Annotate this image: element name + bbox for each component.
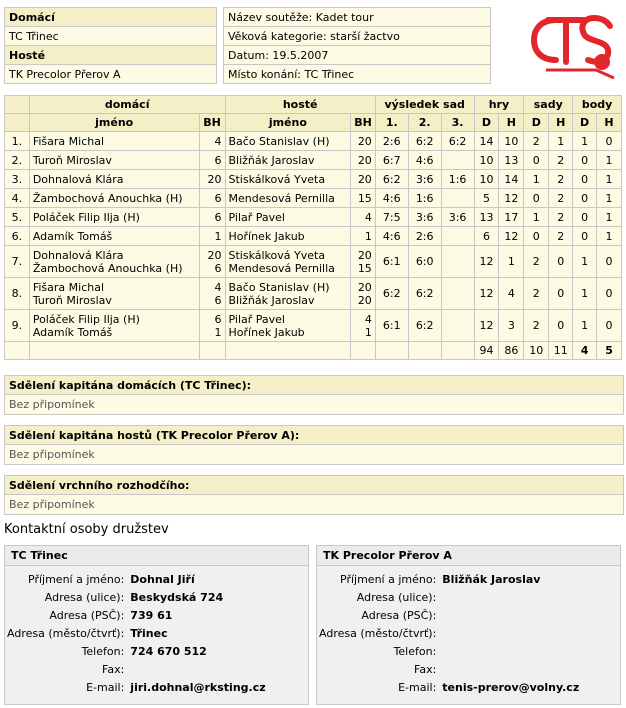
cell-sd: 1: [524, 170, 549, 189]
home-city-label: Adresa (město/čtvrť):: [7, 626, 125, 640]
guest-email-label: E-mail:: [398, 680, 437, 694]
totals-row: [5, 342, 622, 360]
total-games-h: 86: [499, 342, 524, 360]
table-row: [5, 208, 622, 227]
cell-sh: 1: [549, 132, 573, 151]
cell-hbh-line: 6: [214, 210, 222, 224]
cell-home-line: Žambochová Anouchka (H): [32, 261, 183, 275]
cell-s3: 6:2: [441, 132, 474, 151]
cell-bh: 0: [597, 278, 622, 310]
cell-s3: [441, 310, 474, 342]
cell-s3: 1:6: [441, 170, 474, 189]
cell-hbh: [199, 189, 225, 208]
home-email-label: E-mail:: [86, 680, 125, 694]
cell-hbh: [199, 227, 225, 246]
cell-home-line: Fišara Michal: [32, 134, 105, 148]
cell-home-line: Poláček Filip Ilja (H): [32, 210, 140, 224]
cell-home: [29, 151, 199, 170]
cell-hbh-line: 6: [214, 293, 222, 307]
cell-guest: [225, 227, 351, 246]
cell-bh: 1: [597, 208, 622, 227]
cell-sd: 2: [524, 246, 549, 278]
cell-home: [29, 170, 199, 189]
table-row: [5, 170, 622, 189]
cell-hbh-line: 1: [214, 325, 222, 339]
header-sets-result: výsledek sad: [375, 96, 474, 114]
cell-gbh: [351, 310, 376, 342]
cell-hd: 10: [474, 170, 499, 189]
home-captain-message-value: Bez připomínek: [5, 395, 623, 414]
header-home-bh: BH: [199, 114, 225, 132]
cell-sd: 0: [524, 227, 549, 246]
cell-home-line: Turoň Miroslav: [32, 293, 112, 307]
cell-home-line: Dohnalová Klára: [32, 248, 124, 262]
cell-home-line: Dohnalová Klára: [32, 172, 124, 186]
cell-home: [29, 189, 199, 208]
header-games-h: H: [499, 114, 524, 132]
cell-sh: 0: [549, 278, 573, 310]
header-points-d: D: [573, 114, 597, 132]
referee-message-value: Bez připomínek: [5, 495, 623, 514]
cell-hh: 13: [499, 151, 524, 170]
cell-guest-line: Hořínek Jakub: [228, 229, 305, 243]
total-games-d: 94: [474, 342, 499, 360]
cell-hh: 12: [499, 227, 524, 246]
home-label: Domácí: [5, 8, 217, 27]
cell-home: [29, 278, 199, 310]
match-meta-table: [223, 7, 491, 84]
guest-name-value: Bližňák Jaroslav: [442, 572, 541, 586]
cell-hbh-line: 20: [207, 248, 222, 262]
guest-fax-value: [438, 660, 581, 678]
results-header-row-1: [5, 96, 622, 114]
header-home: domácí: [29, 96, 225, 114]
cell-bd: 1: [573, 278, 597, 310]
club-logo-icon: [526, 6, 622, 82]
cell-s1: 6:7: [375, 151, 408, 170]
cell-bd: 1: [573, 310, 597, 342]
cell-guest: [225, 310, 351, 342]
cell-hd: 12: [474, 246, 499, 278]
home-zip-label: Adresa (PSČ):: [49, 608, 125, 622]
guest-phone-value: [438, 642, 581, 660]
guest-contact-card: [316, 545, 621, 705]
home-team: TC Třinec: [5, 27, 217, 46]
cell-guest-line: Pilař Pavel: [228, 312, 285, 326]
cell-bh: 0: [597, 246, 622, 278]
home-phone-value: 724 670 512: [130, 644, 207, 658]
cell-num: 1.: [5, 132, 30, 151]
results-header-row-2: [5, 114, 622, 132]
home-street-value: Beskydská 724: [130, 590, 224, 604]
date: Datum: 19.5.2007: [224, 46, 491, 65]
results-table: [4, 95, 622, 360]
cell-gbh-line: 20: [357, 153, 372, 167]
referee-message-title: Sdělení vrchního rozhodčího:: [5, 476, 623, 495]
guest-city-value: [438, 624, 581, 642]
cell-hbh-line: 6: [214, 261, 222, 275]
cell-gbh-line: 20: [357, 293, 372, 307]
total-sets-h: 11: [549, 342, 573, 360]
guest-name-label: Příjmení a jméno:: [340, 572, 437, 586]
guest-captain-message: [4, 425, 624, 465]
cell-bd: 0: [573, 189, 597, 208]
cell-hd: 14: [474, 132, 499, 151]
home-name-label: Příjmení a jméno:: [28, 572, 125, 586]
cell-guest-line: Bačo Stanislav (H): [228, 280, 330, 294]
cell-sd: 0: [524, 151, 549, 170]
cell-hh: 3: [499, 310, 524, 342]
cell-bd: 0: [573, 208, 597, 227]
header-set-2: 2.: [408, 114, 441, 132]
header-sets-d: D: [524, 114, 549, 132]
cell-s2: 6:2: [408, 310, 441, 342]
cell-hh: 4: [499, 278, 524, 310]
guest-street-label: Adresa (ulice):: [356, 590, 437, 604]
cell-sh: 2: [549, 208, 573, 227]
cell-s1: 6:2: [375, 170, 408, 189]
header-sets: sady: [524, 96, 573, 114]
cell-gbh: [351, 246, 376, 278]
cell-s1: 6:2: [375, 278, 408, 310]
cell-gbh: [351, 151, 376, 170]
cell-hh: 17: [499, 208, 524, 227]
results-body: [5, 132, 622, 342]
cell-bd: 0: [573, 170, 597, 189]
cell-num: 2.: [5, 151, 30, 170]
cell-gbh-line: 15: [357, 191, 372, 205]
guest-captain-message-title: Sdělení kapitána hostů (TK Precolor Přerov A):: [5, 426, 623, 445]
total-points-h: 5: [597, 342, 622, 360]
cell-guest: [225, 189, 351, 208]
cell-gbh: [351, 170, 376, 189]
cell-guest-line: Hořínek Jakub: [228, 325, 305, 339]
cell-sd: 1: [524, 208, 549, 227]
cell-bh: 1: [597, 227, 622, 246]
cell-s2: 2:6: [408, 227, 441, 246]
home-phone-label: Telefon:: [81, 644, 125, 658]
cell-s2: 6:2: [408, 278, 441, 310]
home-street-label: Adresa (ulice):: [44, 590, 125, 604]
cell-hbh: [199, 132, 225, 151]
cell-guest: [225, 170, 351, 189]
total-points-d: 4: [573, 342, 597, 360]
cell-hbh-line: 4: [214, 280, 222, 294]
cell-s1: 7:5: [375, 208, 408, 227]
cell-guest: [225, 208, 351, 227]
cell-bd: 1: [573, 132, 597, 151]
cell-hh: 1: [499, 246, 524, 278]
cell-s1: 4:6: [375, 189, 408, 208]
cell-home: [29, 227, 199, 246]
cell-home-line: Žambochová Anouchka (H): [32, 191, 183, 205]
cell-gbh-line: 20: [357, 134, 372, 148]
header-guest-bh: BH: [351, 114, 376, 132]
cell-home-line: Adamík Tomáš: [32, 229, 113, 243]
header-set-1: 1.: [375, 114, 408, 132]
cell-gbh: [351, 278, 376, 310]
guest-captain-message-value: Bez připomínek: [5, 445, 623, 464]
home-captain-message: [4, 375, 624, 415]
cell-hbh-line: 20: [207, 172, 222, 186]
table-row: [5, 310, 622, 342]
cell-s3: [441, 278, 474, 310]
header-set-3: 3.: [441, 114, 474, 132]
cell-hbh-line: 1: [214, 229, 222, 243]
cell-bh: 1: [597, 170, 622, 189]
cell-guest-line: Mendesová Pernilla: [228, 261, 335, 275]
guest-email-value[interactable]: tenis-prerov@volny.cz: [442, 680, 580, 694]
cell-bh: 0: [597, 310, 622, 342]
cell-guest-line: Bližňák Jaroslav: [228, 293, 315, 307]
cell-s3: 3:6: [441, 208, 474, 227]
cell-gbh-line: 1: [364, 229, 372, 243]
cell-guest-line: Stiskálková Yveta: [228, 248, 326, 262]
cell-guest-line: Bližňák Jaroslav: [228, 153, 315, 167]
cell-sd: 0: [524, 189, 549, 208]
referee-message: [4, 475, 624, 515]
cell-hbh: [199, 278, 225, 310]
home-contact-card: [4, 545, 309, 705]
home-fax-value: [126, 660, 267, 678]
home-zip-value: 739 61: [130, 608, 173, 622]
cell-guest: [225, 246, 351, 278]
cell-home-line: Fišara Michal: [32, 280, 105, 294]
home-name-value: Dohnal Jiří: [130, 572, 195, 586]
cell-hbh: [199, 151, 225, 170]
cell-gbh-line: 4: [364, 312, 372, 326]
cell-home: [29, 246, 199, 278]
cell-hh: 14: [499, 170, 524, 189]
cell-hd: 10: [474, 151, 499, 170]
home-city-value: Třinec: [130, 626, 168, 640]
cell-num: 8.: [5, 278, 30, 310]
contacts-heading: Kontaktní osoby družstev: [4, 522, 169, 537]
guest-zip-label: Adresa (PSČ):: [361, 608, 437, 622]
cell-s2: 1:6: [408, 189, 441, 208]
cell-sh: 0: [549, 246, 573, 278]
cell-home: [29, 310, 199, 342]
table-row: [5, 132, 622, 151]
cell-gbh-line: 1: [364, 325, 372, 339]
cell-guest: [225, 278, 351, 310]
home-fax-label: Fax:: [102, 662, 125, 676]
cell-bd: 1: [573, 246, 597, 278]
cell-hd: 5: [474, 189, 499, 208]
cell-gbh-line: 20: [357, 280, 372, 294]
cell-s3: [441, 189, 474, 208]
teams-table: [4, 7, 217, 84]
guest-contact-team: TK Precolor Přerov A: [317, 546, 620, 566]
cell-guest-line: Mendesová Pernilla: [228, 191, 335, 205]
guest-fax-label: Fax:: [414, 662, 437, 676]
guest-city-label: Adresa (město/čtvrť):: [319, 626, 437, 640]
guest-team: TK Precolor Přerov A: [5, 65, 217, 84]
cell-bh: 0: [597, 132, 622, 151]
guest-street-value: [438, 588, 581, 606]
cell-hbh-line: 4: [214, 134, 222, 148]
cell-sh: 2: [549, 151, 573, 170]
cell-guest-line: Pilař Pavel: [228, 210, 285, 224]
cell-num: 5.: [5, 208, 30, 227]
cell-hd: 12: [474, 310, 499, 342]
cell-hd: 13: [474, 208, 499, 227]
cell-home-line: Adamík Tomáš: [32, 325, 113, 339]
cell-hbh: [199, 208, 225, 227]
cell-home-line: Poláček Filip Ilja (H): [32, 312, 140, 326]
cell-num: 4.: [5, 189, 30, 208]
cell-sd: 2: [524, 132, 549, 151]
table-row: [5, 278, 622, 310]
guest-label: Hosté: [5, 46, 217, 65]
header-home-name: jméno: [29, 114, 199, 132]
cell-hbh-line: 6: [214, 153, 222, 167]
header-guest: hosté: [225, 96, 375, 114]
cell-bd: 0: [573, 151, 597, 170]
cell-gbh-line: 20: [357, 172, 372, 186]
cell-s2: 3:6: [408, 170, 441, 189]
cell-sh: 2: [549, 227, 573, 246]
guest-phone-label: Telefon:: [393, 644, 437, 658]
cell-home: [29, 132, 199, 151]
cell-bd: 0: [573, 227, 597, 246]
header-points: body: [573, 96, 622, 114]
home-captain-message-title: Sdělení kapitána domácích (TC Třinec):: [5, 376, 623, 395]
cell-num: 6.: [5, 227, 30, 246]
cell-hbh: [199, 310, 225, 342]
cell-s3: [441, 151, 474, 170]
cell-gbh: [351, 132, 376, 151]
cell-guest-line: Bačo Stanislav (H): [228, 134, 330, 148]
cell-s2: 6:2: [408, 132, 441, 151]
cell-gbh: [351, 189, 376, 208]
cell-bh: 1: [597, 151, 622, 170]
cell-s2: 4:6: [408, 151, 441, 170]
cell-gbh-line: 20: [357, 248, 372, 262]
cell-hd: 6: [474, 227, 499, 246]
venue: Místo konání: TC Třinec: [224, 65, 491, 84]
cell-hh: 12: [499, 189, 524, 208]
total-sets-d: 10: [524, 342, 549, 360]
cell-num: 3.: [5, 170, 30, 189]
cell-hd: 12: [474, 278, 499, 310]
cell-sh: 2: [549, 189, 573, 208]
cell-hh: 10: [499, 132, 524, 151]
cell-gbh-line: 15: [357, 261, 372, 275]
table-row: [5, 151, 622, 170]
cell-sh: 2: [549, 170, 573, 189]
cell-num: 9.: [5, 310, 30, 342]
cell-gbh: [351, 227, 376, 246]
cell-num: 7.: [5, 246, 30, 278]
cell-guest: [225, 132, 351, 151]
cell-s3: [441, 246, 474, 278]
header-games: hry: [474, 96, 524, 114]
cell-hbh: [199, 246, 225, 278]
cell-s2: 6:0: [408, 246, 441, 278]
cell-home-line: Turoň Miroslav: [32, 153, 112, 167]
cell-home: [29, 208, 199, 227]
header-games-d: D: [474, 114, 499, 132]
header-sets-h: H: [549, 114, 573, 132]
cell-s3: [441, 227, 474, 246]
cell-bh: 1: [597, 189, 622, 208]
header-points-h: H: [597, 114, 622, 132]
table-row: [5, 227, 622, 246]
competition: Název soutěže: Kadet tour: [224, 8, 491, 27]
cell-s1: 4:6: [375, 227, 408, 246]
cell-s1: 6:1: [375, 310, 408, 342]
cell-guest-line: Stiskálková Yveta: [228, 172, 326, 186]
home-email-value[interactable]: jiri.dohnal@rksting.cz: [130, 680, 266, 694]
cell-s1: 2:6: [375, 132, 408, 151]
cell-sd: 2: [524, 278, 549, 310]
cell-sd: 2: [524, 310, 549, 342]
table-row: [5, 246, 622, 278]
header-guest-name: jméno: [225, 114, 351, 132]
club-logo: [526, 6, 622, 82]
cell-gbh: [351, 208, 376, 227]
cell-s1: 6:1: [375, 246, 408, 278]
cell-guest: [225, 151, 351, 170]
category: Věková kategorie: starší žactvo: [224, 27, 491, 46]
cell-hbh: [199, 170, 225, 189]
guest-zip-value: [438, 606, 581, 624]
cell-sh: 0: [549, 310, 573, 342]
cell-s2: 3:6: [408, 208, 441, 227]
home-contact-team: TC Třinec: [5, 546, 308, 566]
table-row: [5, 189, 622, 208]
cell-gbh-line: 4: [364, 210, 372, 224]
cell-hbh-line: 6: [214, 191, 222, 205]
cell-hbh-line: 6: [214, 312, 222, 326]
